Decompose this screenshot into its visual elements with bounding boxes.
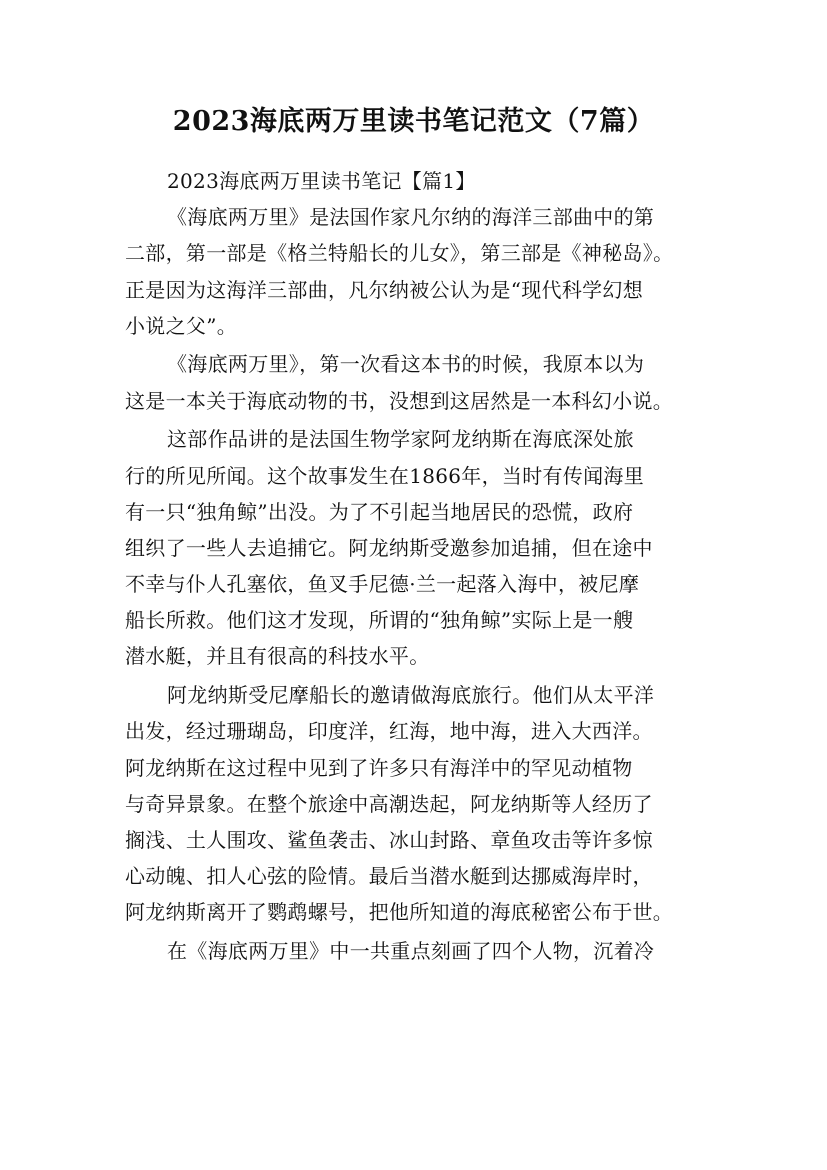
paragraph-line: 出发，经过珊瑚岛，印度洋，红海，地中海，进入大西洋。 — [125, 719, 653, 744]
paragraph-line: 《海底两万里》是法国作家凡尔纳的海洋三部曲中的第 — [167, 205, 655, 230]
paragraph-line: 不幸与仆人孔塞依，鱼叉手尼德·兰一起落入海中，被尼摩 — [125, 572, 640, 597]
paragraph-line: 二部，第一部是《格兰特船长的儿女》，第三部是《神秘岛》。 — [125, 241, 674, 266]
paragraph-line: 正是因为这海洋三部曲，凡尔纳被公认为是“现代科学幻想 — [125, 277, 644, 302]
paragraph-line: 搁浅、土人围攻、鲨鱼袭击、冰山封路、章鱼攻击等许多惊 — [125, 827, 653, 852]
paragraph-line: 心动魄、扣人心弦的险情。最后当潜水艇到达挪威海岸时， — [125, 864, 653, 889]
paragraph-line: 阿龙纳斯受尼摩船长的邀请做海底旅行。他们从太平洋 — [167, 683, 655, 708]
paragraph-line: 这是一本关于海底动物的书，没想到这居然是一本科幻小说。 — [125, 388, 674, 413]
section-heading: 2023海底两万里读书笔记【篇1】 — [167, 169, 476, 193]
paragraph-line: 小说之父”。 — [125, 313, 238, 338]
document-title: 2023海底两万里读书笔记范文（7篇） — [172, 106, 655, 137]
paragraph-line: 《海底两万里》，第一次看这本书的时候，我原本以为 — [167, 352, 645, 377]
document-body — [125, 163, 725, 969]
paragraph-line: 组织了一些人去追捕它。阿龙纳斯受邀参加追捕，但在途中 — [125, 535, 653, 560]
paragraph-line: 阿龙纳斯离开了鹦鹉螺号，把他所知道的海底秘密公布于世。 — [125, 900, 674, 925]
paragraph-line: 在《海底两万里》中一共重点刻画了四个人物，沉着冷 — [167, 938, 655, 963]
paragraph-line: 行的所见所闻。这个故事发生在1866年，当时有传闻海里 — [125, 463, 644, 488]
paragraph-line: 有一只“独角鲸”出没。为了不引起当地居民的恐慌，政府 — [125, 499, 634, 524]
paragraph-line: 这部作品讲的是法国生物学家阿龙纳斯在海底深处旅 — [167, 427, 634, 452]
paragraph-line: 潜水艇，并且有很高的科技水平。 — [125, 644, 430, 669]
paragraph-line: 与奇异景象。在整个旅途中高潮迭起，阿龙纳斯等人经历了 — [125, 791, 653, 816]
paragraph-line: 阿龙纳斯在这过程中见到了许多只有海洋中的罕见动植物 — [125, 755, 633, 780]
paragraph-line: 船长所救。他们这才发现，所谓的“独角鲸”实际上是一艘 — [125, 608, 634, 633]
